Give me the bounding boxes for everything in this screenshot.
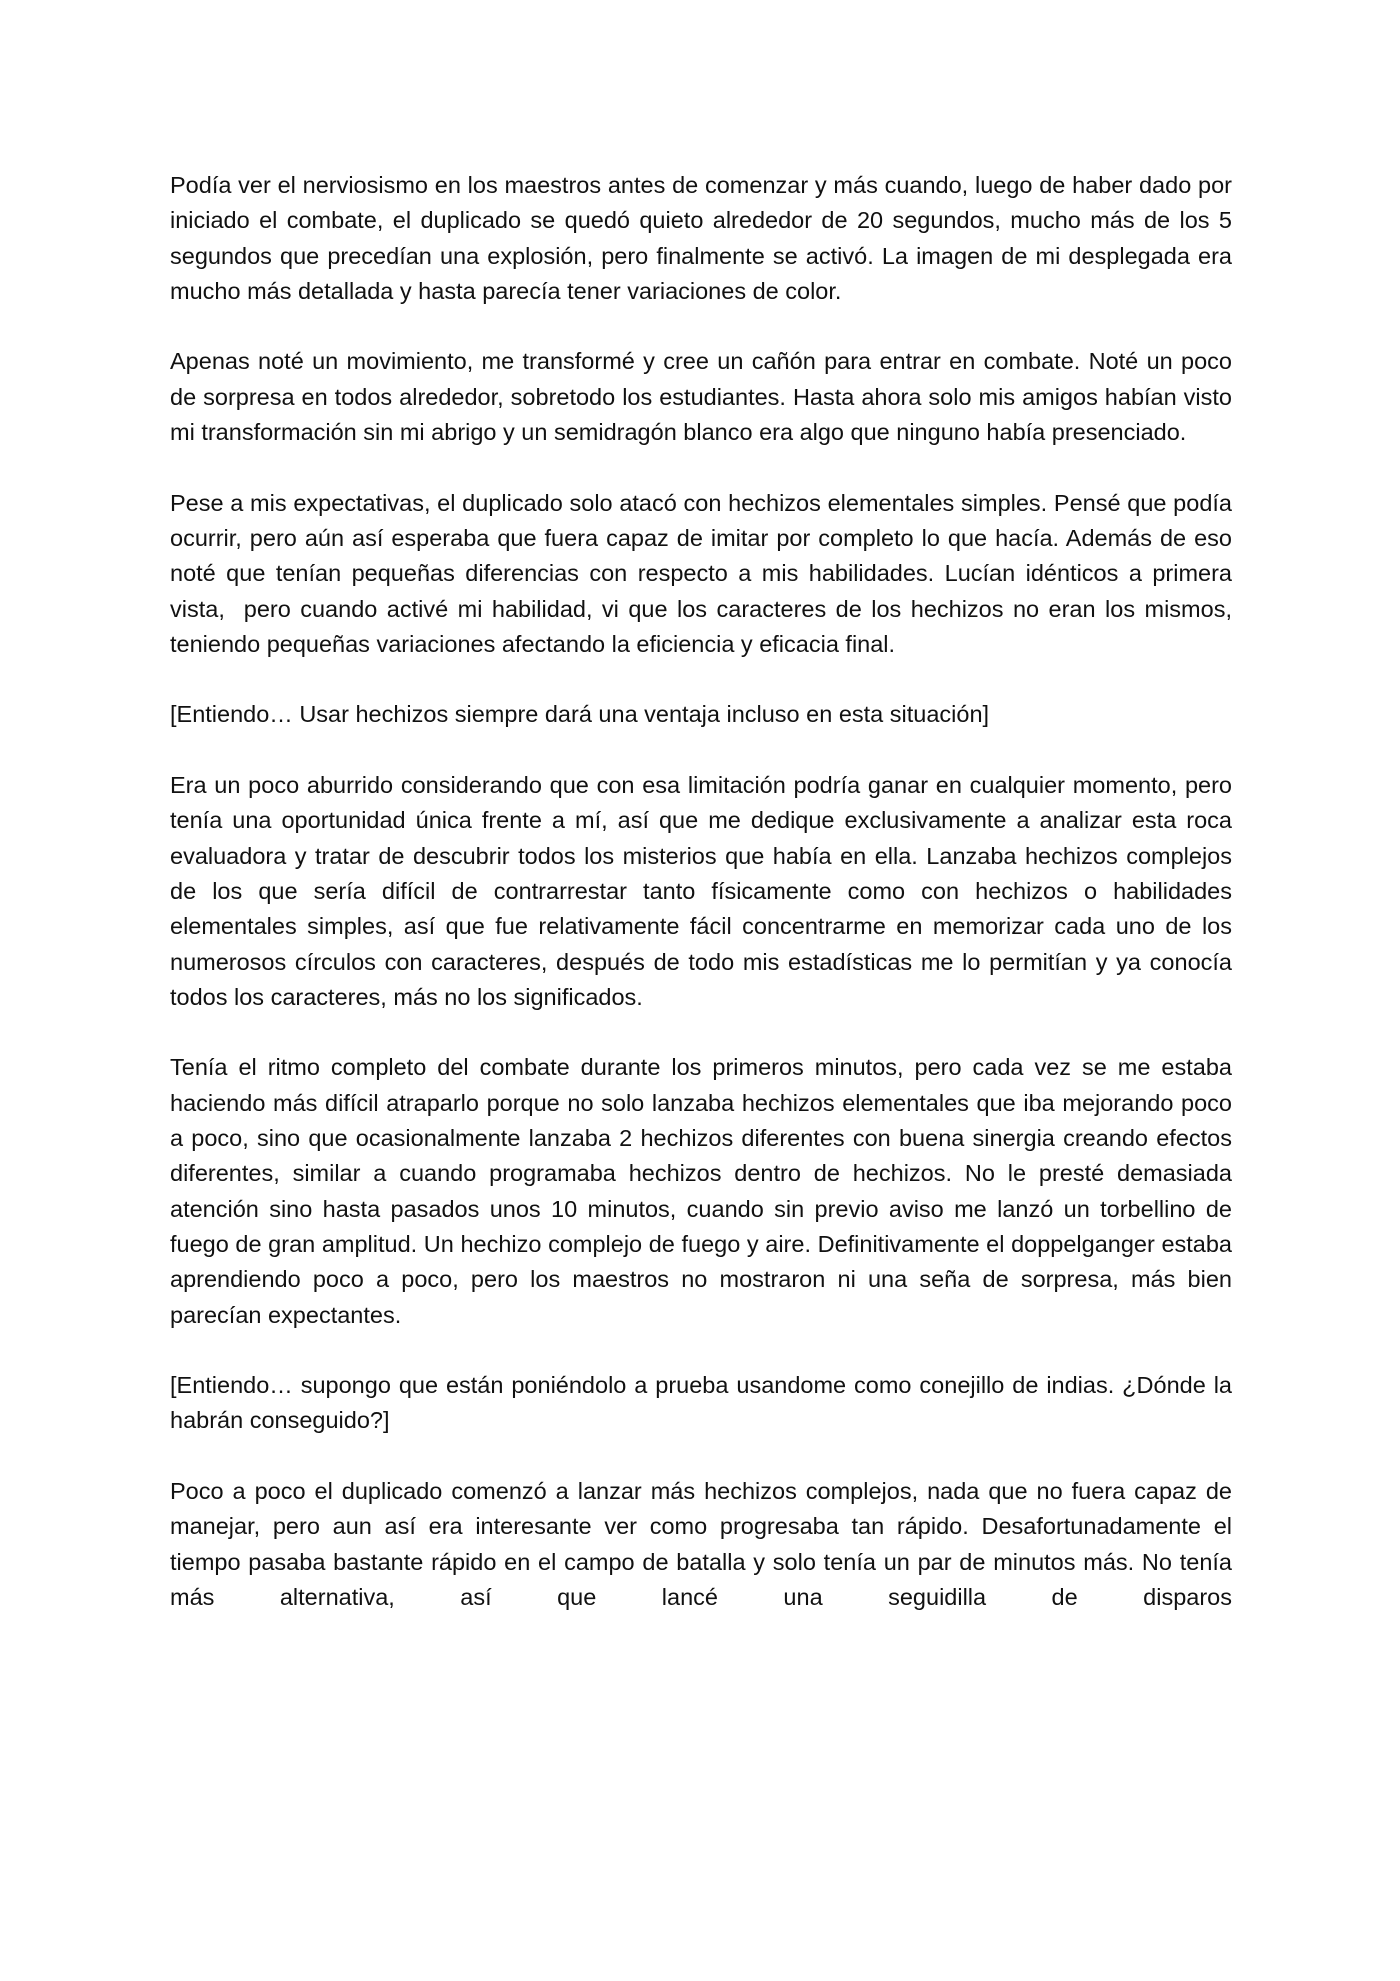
document-body xyxy=(170,168,1239,1615)
paragraph: Pese a mis expectativas, el duplicado solo atacó con hechizos elementales simples. Pensé que podía ocurrir, pero aún así esperaba que fuera capaz de imitar por completo lo que hacía. Además de eso noté que tenían pequeñas diferencias con respecto a mis habilidades. Lucían idénticos a primera vista, pero cuando activé mi habilidad, vi que los caracteres de los hechizos no eran los mismos, teniendo pequeñas variaciones afectando la eficiencia y eficacia final. xyxy=(170,489,1239,657)
paragraph: Era un poco aburrido considerando que con esa limitación podría ganar en cualquier momento, pero tenía una oportunidad única frente a mí, así que me dedique exclusivamente a analizar esta roca evaluadora y tratar de descubrir todos los misterios que había en ella. Lanzaba hechizos complejos de los que sería difícil de contrarrestar tanto físicamente como con hechizos o habilidades elementales simples, así que fue relativamente fácil concentrarme en memorizar cada uno de los numerosos círculos con caracteres, después de todo mis estadísticas me lo permitían y ya conocía todos los caracteres, más no los significados. xyxy=(170,772,1239,1010)
paragraph: Tenía el ritmo completo del combate durante los primeros minutos, pero cada vez se me estaba haciendo más difícil atraparlo porque no solo lanzaba hechizos elementales que iba mejorando poco a poco, sino que ocasionalmente lanzaba 2 hechizos diferentes con buena sinergia creando efectos diferentes, similar a cuando programaba hechizos dentro de hechizos. No le presté demasiada atención sino hasta pasados unos 10 minutos, cuando sin previo aviso me lanzó un torbellino de fuego de gran amplitud. Un hechizo complejo de fuego y aire. Definitivamente el doppelganger estaba aprendiendo poco a poco, pero los maestros no mostraron ni una seña de sorpresa, más bien parecían expectantes. xyxy=(170,1054,1239,1328)
paragraph: Apenas noté un movimiento, me transformé y cree un cañón para entrar en combate. Noté un poco de sorpresa en todos alrededor, sobretodo los estudiantes. Hasta ahora solo mis amigos habían visto mi transformación sin mi abrigo y un semidragón blanco era algo que ninguno había presenciado. xyxy=(170,348,1239,446)
paragraph: [Entiendo… Usar hechizos siempre dará una ventaja incluso en esta situación] xyxy=(170,701,990,728)
paragraph: Podía ver el nerviosismo en los maestros antes de comenzar y más cuando, luego de haber dado por iniciado el combate, el duplicado se quedó quieto alrededor de 20 segundos, mucho más de los 5 segundos que precedían una explosión, pero finalmente se activó. La imagen de mi desplegada era mucho más detallada y hasta parecía tener variaciones de color. xyxy=(170,172,1239,304)
paragraph: [Entiendo… supongo que están poniéndolo a prueba usandome como conejillo de indias. ¿Dónde la habrán conseguido?] xyxy=(170,1372,1239,1434)
paragraph: Poco a poco el duplicado comenzó a lanzar más hechizos complejos, nada que no fuera capaz de manejar, pero aun así era interesante ver como progresaba tan rápido. Desafortunadamente el tiempo pasaba bastante rápido en el campo de batalla y solo tenía un par de minutos más. No tenía más alternativa, así que lancé una seguidilla de disparos xyxy=(170,1477,1239,1610)
